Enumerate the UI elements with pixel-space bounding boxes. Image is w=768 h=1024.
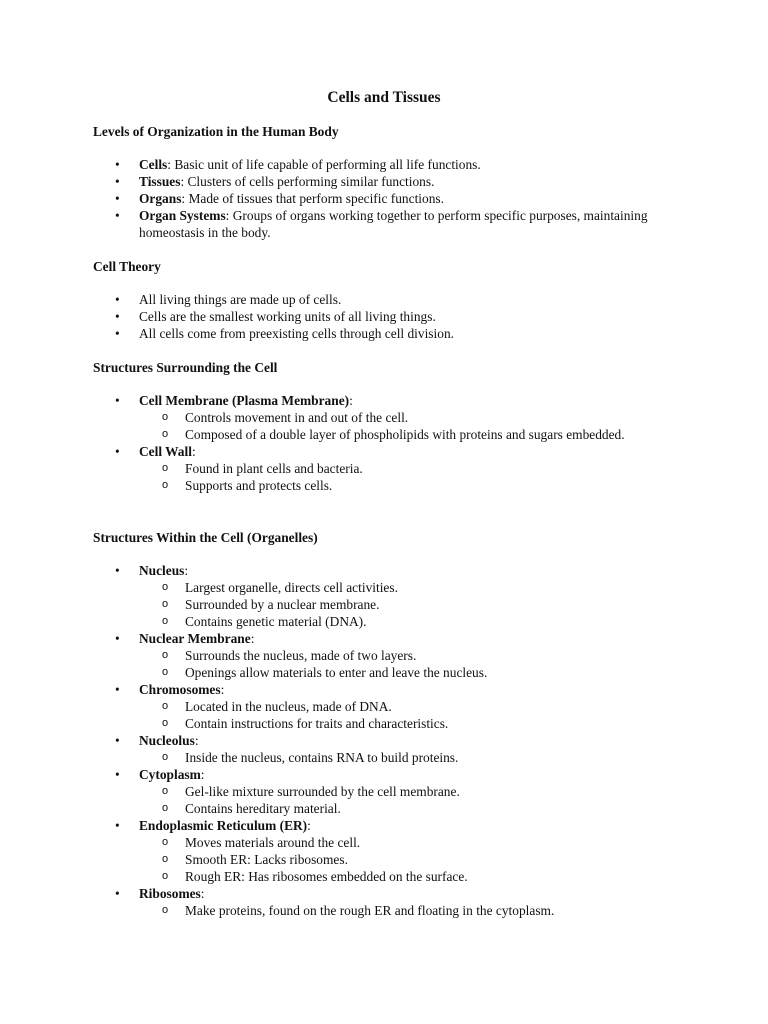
term-description: :: [194, 733, 199, 748]
sub-list: [139, 647, 673, 681]
term: Cell Wall: [139, 444, 192, 459]
term-description: :: [184, 563, 189, 578]
sub-list-item: o Openings allow materials to enter and leave the nucleus.: [139, 664, 673, 681]
section-heading: Levels of Organization in the Human Body: [93, 124, 339, 139]
sub-list-item: o Make proteins, found on the rough ER and floating in the cytoplasm.: [139, 902, 673, 919]
list-item: [93, 817, 673, 885]
sub-list: [139, 834, 673, 885]
list-item: • All cells come from preexisting cells through cell division.: [93, 325, 673, 342]
list-item: [93, 207, 673, 241]
list-item: [93, 173, 673, 190]
section-cell-theory: [93, 258, 673, 342]
sub-list-item: o Located in the nucleus, made of DNA.: [139, 698, 673, 715]
term-description: :: [200, 767, 205, 782]
sub-list-item: o Contains hereditary material.: [139, 800, 673, 817]
sub-list: [139, 460, 673, 494]
term: Ribosomes: [139, 886, 201, 901]
sub-list: [139, 409, 673, 443]
section-levels-of-organization: [93, 123, 673, 241]
term-description: :: [200, 886, 205, 901]
list-item: • Cells are the smallest working units of all living things.: [93, 308, 673, 325]
term-description: :: [220, 682, 225, 697]
list-item: [93, 630, 673, 681]
term: Nuclear Membrane: [139, 631, 251, 646]
section-structures-surrounding-cell: [93, 359, 673, 494]
bullet-list: [93, 392, 673, 494]
page-title: Cells and Tissues: [327, 89, 441, 106]
term: Cells: [139, 157, 168, 172]
list-item: [93, 562, 673, 630]
list-item: [93, 766, 673, 817]
term: Organs: [139, 191, 182, 206]
sub-list-item: o Controls movement in and out of the cell.: [139, 409, 673, 426]
sub-list: [139, 783, 673, 817]
list-item: [93, 732, 673, 766]
term-description: :: [349, 393, 353, 408]
sub-list: [139, 902, 673, 919]
sub-list: [139, 698, 673, 732]
sub-list-item: o Supports and protects cells.: [139, 477, 673, 494]
sub-list-item: o Contains genetic material (DNA).: [139, 613, 673, 630]
sub-list-item: o Contain instructions for traits and characteristics.: [139, 715, 673, 732]
list-item: [93, 443, 673, 494]
section-heading: Structures Within the Cell (Organelles): [93, 530, 318, 545]
sub-list-item: o Rough ER: Has ribosomes embedded on the surface.: [139, 868, 673, 885]
sub-list-item: o Moves materials around the cell.: [139, 834, 673, 851]
term: Chromosomes: [139, 682, 221, 697]
sub-list-item: o Surrounds the nucleus, made of two layers.: [139, 647, 673, 664]
term-description: :: [250, 631, 255, 646]
term-description: : Made of tissues that perform specific functions.: [181, 191, 444, 206]
term: Nucleus: [139, 563, 185, 578]
term: Organ Systems: [139, 208, 226, 223]
sub-list-item: o Gel-like mixture surrounded by the cell membrane.: [139, 783, 673, 800]
term-description: : Basic unit of life capable of performing all life functions.: [167, 157, 481, 172]
list-item: [93, 392, 673, 443]
section-heading: Cell Theory: [93, 259, 161, 274]
list-item: [93, 681, 673, 732]
bullet-list: [93, 156, 673, 241]
sub-list: [139, 749, 673, 766]
term-description: :: [307, 818, 311, 833]
list-item: [93, 190, 673, 207]
sub-list-item: o Found in plant cells and bacteria.: [139, 460, 673, 477]
list-item: • All living things are made up of cells.: [93, 291, 673, 308]
section-structures-within-cell: [93, 529, 673, 919]
sub-list-item: o Largest organelle, directs cell activities.: [139, 579, 673, 596]
term: Tissues: [139, 174, 181, 189]
bullet-list: [93, 291, 673, 342]
term: Cell Membrane (Plasma Membrane): [139, 393, 350, 408]
list-item: [93, 885, 673, 919]
sub-list-item: o Composed of a double layer of phospholipids with proteins and sugars embedded.: [139, 426, 673, 443]
term: Endoplasmic Reticulum (ER): [139, 818, 308, 833]
sub-list-item: o Smooth ER: Lacks ribosomes.: [139, 851, 673, 868]
bullet-list: [93, 562, 673, 919]
section-heading: Structures Surrounding the Cell: [93, 360, 278, 375]
term-description: : Clusters of cells performing similar functions.: [180, 174, 435, 189]
term-description: :: [191, 444, 196, 459]
sub-list-item: o Surrounded by a nuclear membrane.: [139, 596, 673, 613]
term-description: : Groups of organs working together to perform specific purposes, maintaining homeostasis in the body.: [139, 208, 648, 240]
sub-list: [139, 579, 673, 630]
sub-list-item: o Inside the nucleus, contains RNA to build proteins.: [139, 749, 673, 766]
list-item: [93, 156, 673, 173]
term: Cytoplasm: [139, 767, 201, 782]
term: Nucleolus: [139, 733, 195, 748]
